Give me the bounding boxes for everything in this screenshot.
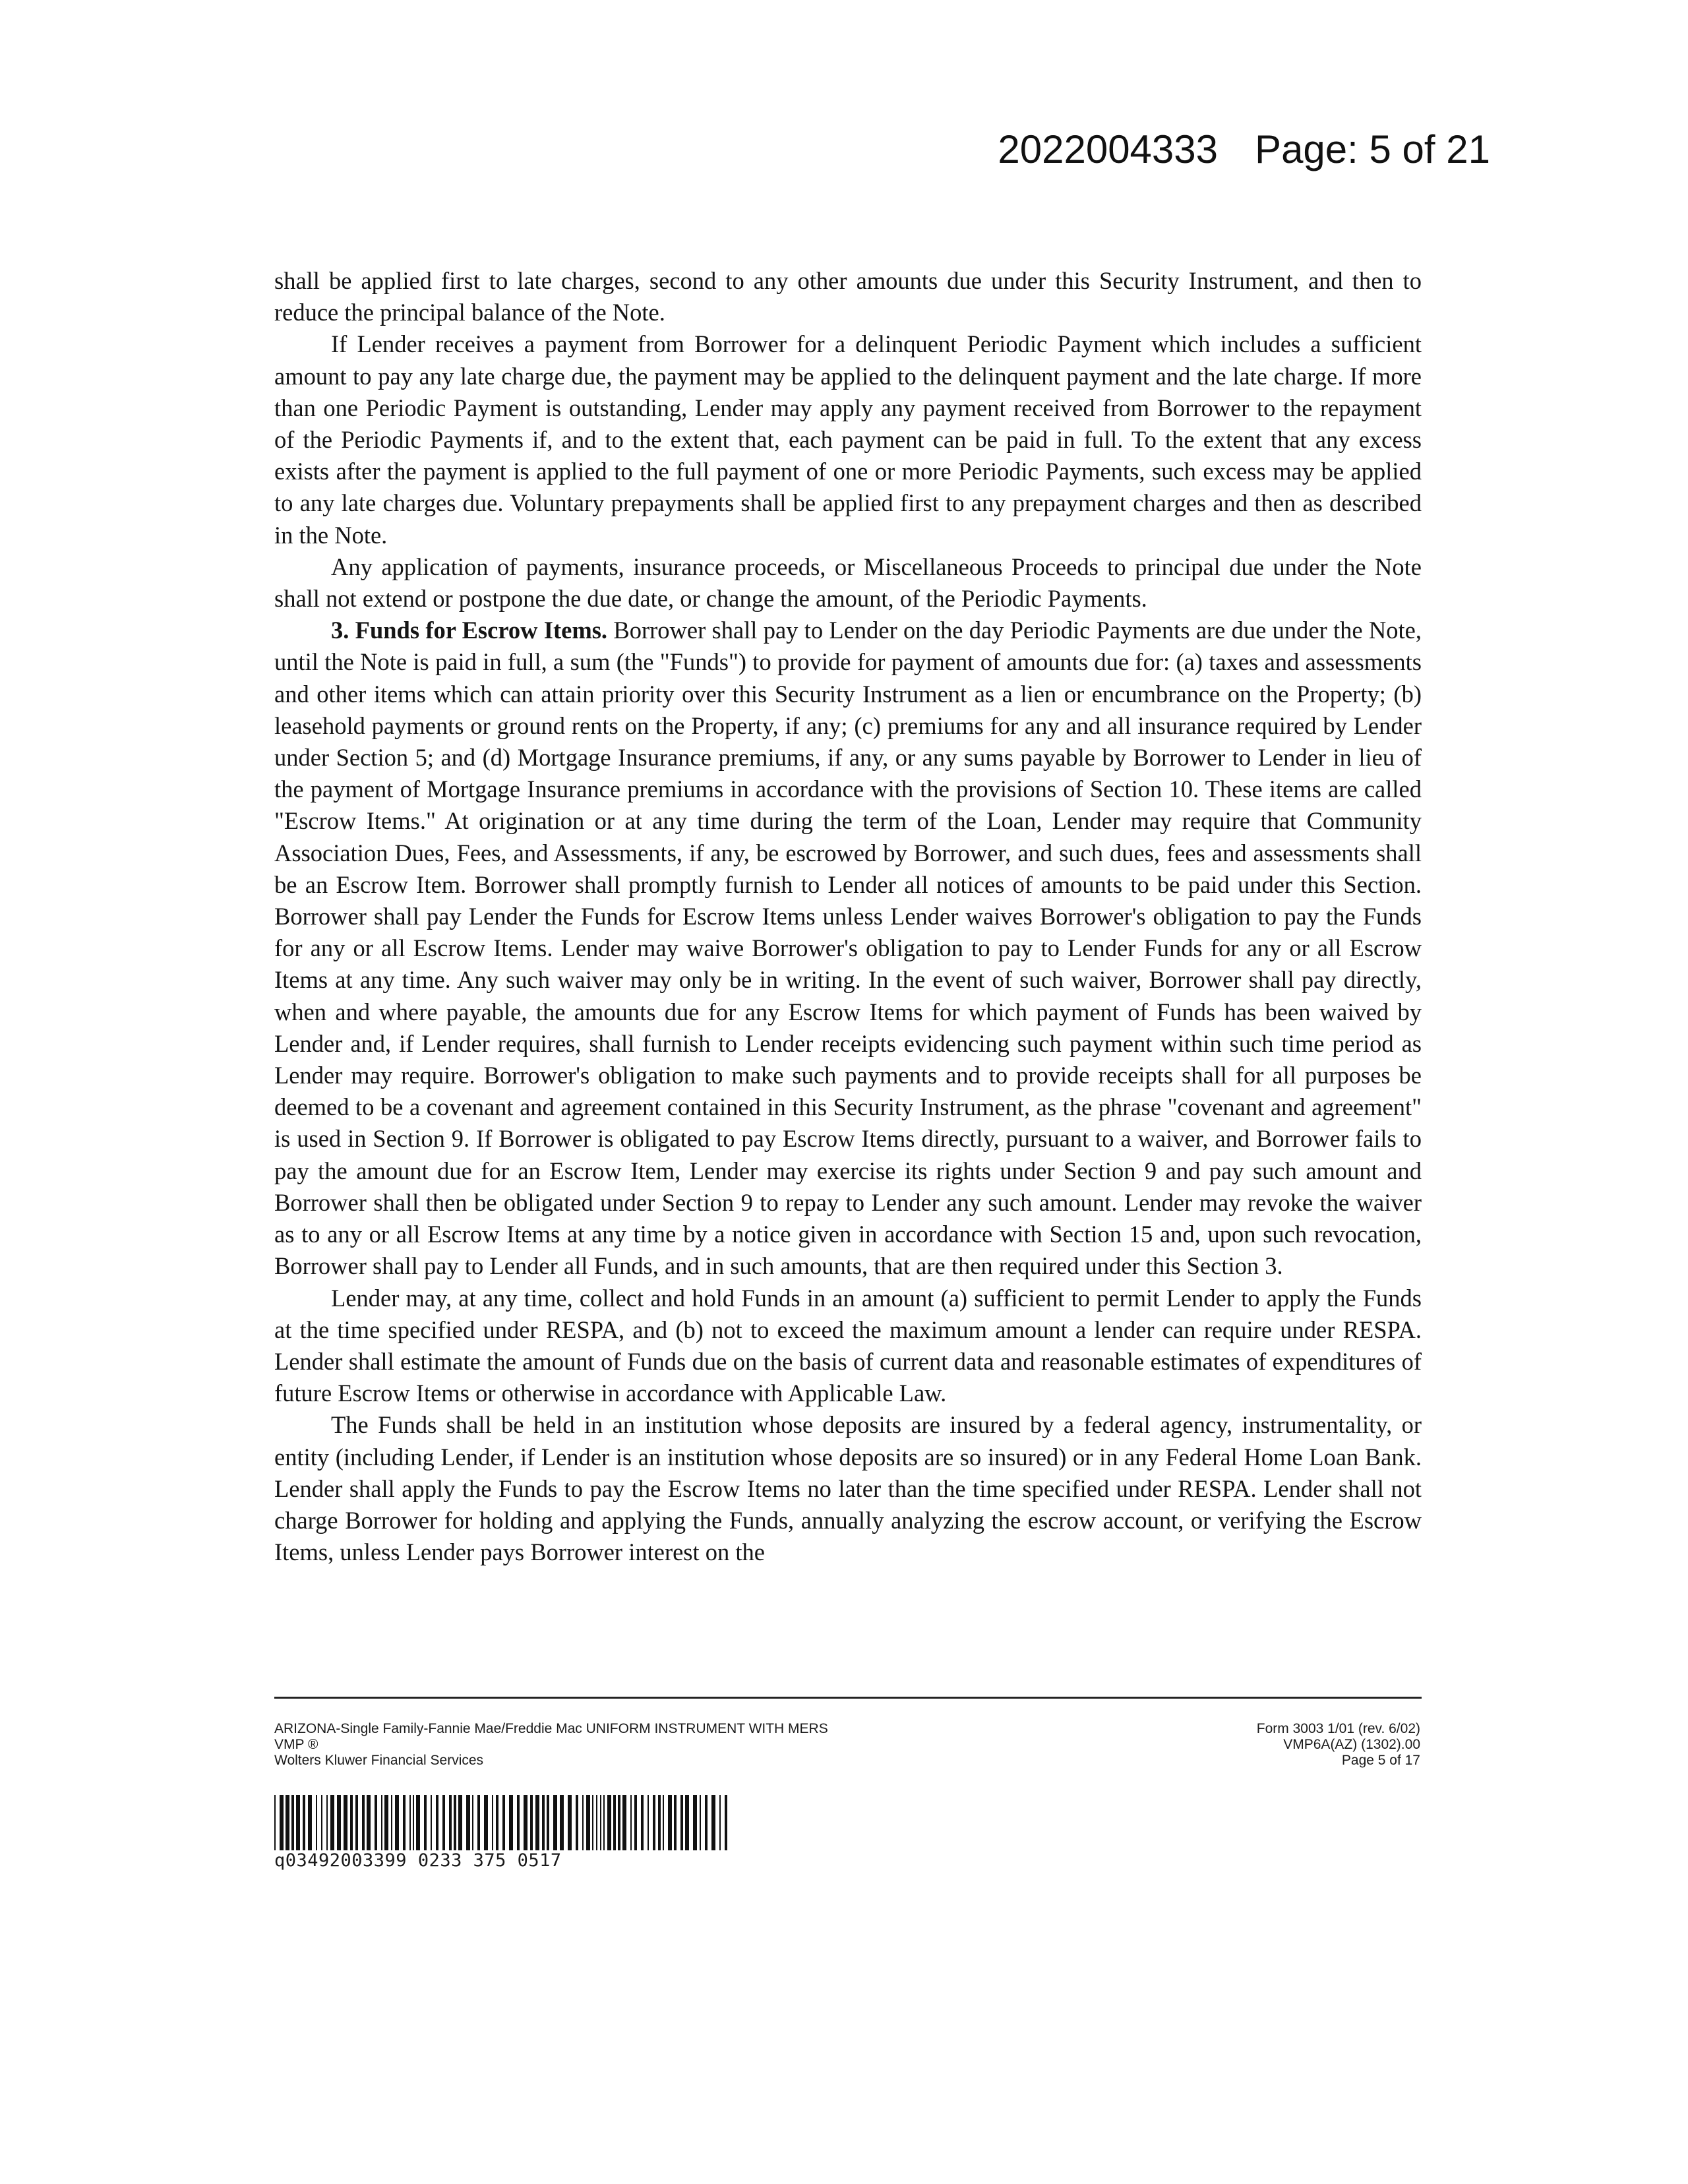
section-heading: 3. Funds for Escrow Items. <box>331 617 608 644</box>
footer-form-info <box>274 1721 828 1769</box>
footer-form-code: Form 3003 1/01 (rev. 6/02) <box>1256 1721 1420 1736</box>
paragraph-funds-held: The Funds shall be held in an institution whose deposits are insured by a federal agency, instrumentality, or entity (including Lender, if Lender is an institution whose deposits are so insured) or in any Federal Home Loan Bank. Lender shall apply the Funds to pay the Escrow Items no later than the time specified under RESPA. Lender shall not charge Borrower for holding and applying the Funds, annually analyzing the escrow account, or verifying the Escrow Items, unless Lender pays Borrower interest on the <box>274 1411 1422 1566</box>
barcode-number: q03492003399 0233 375 0517 <box>274 1850 562 1871</box>
document-number: 2022004333 <box>998 127 1219 171</box>
paragraph-section-3 <box>274 615 1422 1282</box>
footer-page-number: Page 5 of 17 <box>1341 1753 1420 1768</box>
footer-form-number <box>1257 1721 1420 1769</box>
paragraph-collect-funds: Lender may, at any time, collect and hold Funds in an amount (a) sufficient to permit Lender to apply the Funds at the time specified under RESPA, and (b) not to exceed the maximum amount a lender can require under RESPA. Lender shall estimate the amount of Funds due on the basis of current data and reasonable estimates of expenditures of future Escrow Items or otherwise in accordance with Applicable Law. <box>274 1284 1422 1407</box>
footer-instrument-title: ARIZONA-Single Family-Fannie Mae/Freddie Mac UNIFORM INSTRUMENT WITH MERS <box>274 1721 828 1736</box>
paragraph-delinquent-payment: If Lender receives a payment from Borrower for a delinquent Periodic Payment which includes a sufficient amount to pay any late charge due, the payment may be applied to the delinquent payment and the late charge. If more than one Periodic Payment is outstanding, Lender may apply any payment received from Borrower to the repayment of the Periodic Payments if, and to the extent that, each payment can be paid in full. To the extent that any excess exists after the payment is applied to the full payment of one or more Periodic Payments, such excess may be applied to any late charges due. Voluntary prepayments shall be applied first to any prepayment charges and then as described in the Note. <box>274 330 1422 549</box>
section-3-text: Borrower shall pay to Lender on the day Periodic Payments are due under the Note, until the Note is paid in full, a sum (the "Funds") to provide for payment of amounts due for: (a) taxes and assessments and other items which can attain priority over this Security Instrument as a lien or encumbrance on the Property; (b) leasehold payments or ground rents on the Property, if any; (c) premiums for any and all insurance required by Lender under Section 5; and (d) Mortgage Insurance premiums, if any, or any sums payable by Borrower to Lender in lieu of the payment of Mortgage Insurance premiums in accordance with the provisions of Section 10. These items are called "Escrow Items." At origination or at any time during the term of the Loan, Lender may require that Community Association Dues, Fees, and Assessments, if any, be escrowed by Borrower, and such dues, fees and assessments shall be an Escrow Item. Borrower shall promptly furnish to Lender all notices of amounts to be paid under this Section. Borrower shall pay Lender the Funds for Escrow Items unless Lender waives Borrower's obligation to pay the Funds for any or all Escrow Items. Lender may waive Borrower's obligation to pay to Lender Funds for any or all Escrow Items at any time. Any such waiver may only be in writing. In the event of such waiver, Borrower shall pay directly, when and where payable, the amounts due for any Escrow Items for which payment of Funds has been waived by Lender and, if Lender requires, shall furnish to Lender receipts evidencing such payment within such time period as Lender may require. Borrower's obligation to make such payments and to provide receipts shall for all purposes be deemed to be a covenant and agreement contained in this Security Instrument, as the phrase "covenant and agreement" is used in Section 9. If Borrower is obligated to pay Escrow Items directly, pursuant to a waiver, and Borrower fails to pay the amount due for an Escrow Item, Lender may exercise its rights under Section 9 and pay such amount and Borrower shall then be obligated under Section 9 to repay to Lender any such amount. Lender may revoke the waiver as to any or all Escrow Items at any time by a notice given in accordance with Section 15 and, upon such revocation, Borrower shall pay to Lender all Funds, and in such amounts, that are then required under this Section 3. <box>274 617 1422 1280</box>
recording-stamp <box>998 127 1490 172</box>
footer-vmp: VMP ® <box>274 1737 318 1752</box>
barcode-block <box>274 1795 729 1871</box>
document-body <box>274 265 1422 1568</box>
footer-publisher: Wolters Kluwer Financial Services <box>274 1753 484 1768</box>
paragraph-continuation: shall be applied first to late charges, second to any other amounts due under this Security Instrument, and then to reduce the principal balance of the Note. <box>274 267 1422 326</box>
footer-divider <box>274 1697 1422 1699</box>
paragraph-application-of-payments: Any application of payments, insurance proceeds, or Miscellaneous Proceeds to principal due under the Note shall not extend or postpone the due date, or change the amount, of the Periodic Payments. <box>274 553 1422 613</box>
footer-vmp-code: VMP6A(AZ) (1302).00 <box>1283 1737 1420 1752</box>
barcode-icon <box>274 1795 729 1850</box>
page-indicator: Page: 5 of 21 <box>1255 127 1490 171</box>
